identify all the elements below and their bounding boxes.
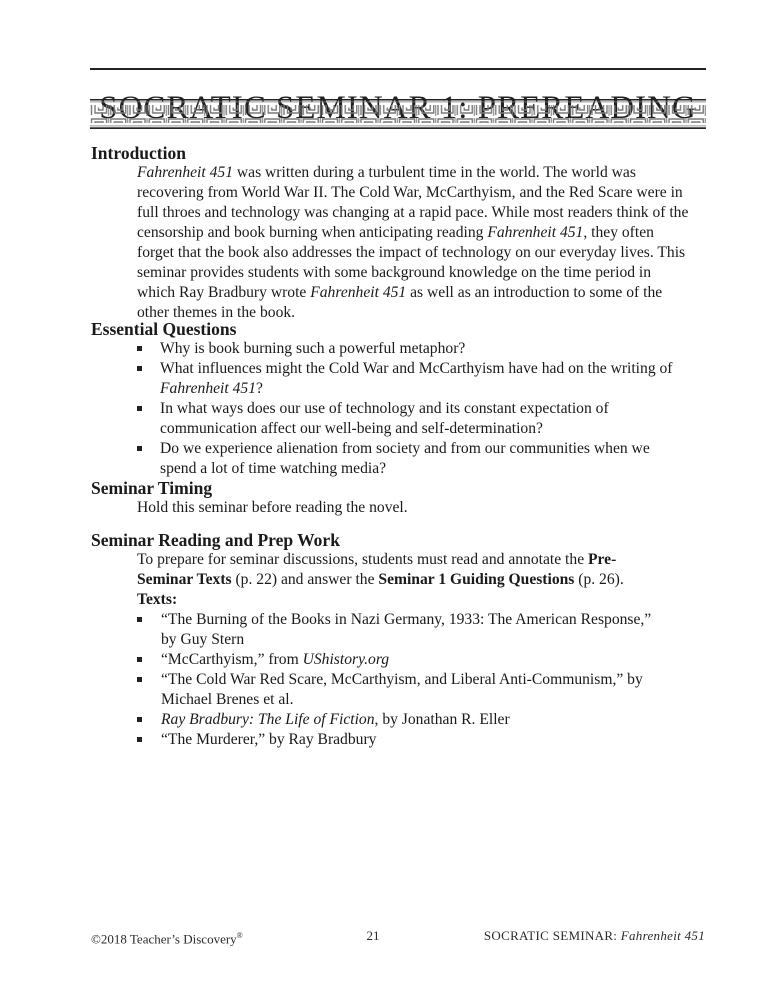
texts-list	[137, 610, 667, 750]
prep-work-heading: Seminar Reading and Prep Work	[91, 530, 340, 550]
seminar-timing-heading: Seminar Timing	[91, 478, 213, 498]
list-item: What influences might the Cold War and McCarthyism have had on the writing of Fahrenheit 451?	[137, 359, 677, 399]
list-item: “The Burning of the Books in Nazi Germany, 1933: The American Response,” by Guy Stern	[137, 610, 667, 650]
registered-mark: ®	[236, 931, 243, 940]
square-bullet-icon	[137, 677, 142, 682]
list-item: “McCarthyism,” from UShistory.org	[137, 650, 667, 670]
introduction-body	[137, 163, 692, 323]
list-item: In what ways does our use of technology and its constant expectation of communication affect our well-being and self-determination?	[137, 399, 677, 439]
prep-work-paragraph: To prepare for seminar discussions, students must read and annotate the Pre-Seminar Texts (p. 22) and answer the Seminar 1 Guiding Questions (p. 26).	[137, 551, 624, 588]
introduction-section	[91, 143, 711, 323]
greek-key-border	[90, 99, 706, 129]
square-bullet-icon	[137, 406, 142, 411]
book-title: Fahrenheit 451	[137, 164, 233, 181]
square-bullet-icon	[137, 446, 142, 451]
list-item: “The Murderer,” by Ray Bradbury	[137, 730, 667, 750]
footer-page-number: 21	[366, 928, 380, 943]
footer-copyright: ©2018 Teacher’s Discovery®	[91, 931, 243, 947]
pre-seminar-texts-ref: Pre-Seminar Texts	[137, 551, 617, 588]
footer-running-title: SOCRATIC SEMINAR: Fahrenheit 451	[483, 928, 705, 943]
square-bullet-icon	[137, 366, 142, 371]
prep-work-body	[137, 550, 657, 750]
list-item: Ray Bradbury: The Life of Fiction, by Jonathan R. Eller	[137, 710, 667, 730]
seminar-timing-section	[91, 478, 711, 518]
guiding-questions-ref: Seminar 1 Guiding Questions	[378, 571, 575, 588]
square-bullet-icon	[137, 617, 142, 622]
seminar-timing-body: Hold this seminar before reading the novel.	[137, 499, 408, 516]
essential-questions-heading: Essential Questions	[91, 319, 237, 339]
book-title: Fahrenheit 451	[487, 224, 584, 241]
list-item: “The Cold War Red Scare, McCarthyism, and Liberal Anti-Communism,” by Michael Brenes et al.	[137, 670, 667, 710]
essential-questions-section	[91, 319, 711, 479]
book-title: Fahrenheit 451	[310, 284, 407, 301]
essential-questions-list	[137, 339, 677, 479]
list-item: Why is book burning such a powerful metaphor?	[137, 339, 677, 359]
prep-work-section	[91, 530, 711, 750]
square-bullet-icon	[137, 346, 142, 351]
texts-label: Texts:	[137, 591, 178, 608]
introduction-heading: Introduction	[91, 143, 186, 163]
square-bullet-icon	[137, 657, 142, 662]
square-bullet-icon	[137, 737, 142, 742]
title-top-rule	[90, 68, 706, 70]
list-item: Do we experience alienation from society and from our communities when we spend a lot of time watching media?	[137, 439, 677, 479]
introduction-paragraph: Fahrenheit 451 was written during a turbulent time in the world. The world was recovering from World War II. The Cold War, McCarthyism, and the Red Scare were in full throes and technology was changing at a rapid pace. While most readers think of the censorship and book burning when anticipating reading Fahrenheit 451, they often forget that the book also addresses the impact of technology on our everyday lives. This seminar provides students with some background knowledge on the time period in which Ray Bradbury wrote Fahrenheit 451 as well as an introduction to some of the other themes in the book.	[137, 164, 689, 321]
square-bullet-icon	[137, 717, 142, 722]
